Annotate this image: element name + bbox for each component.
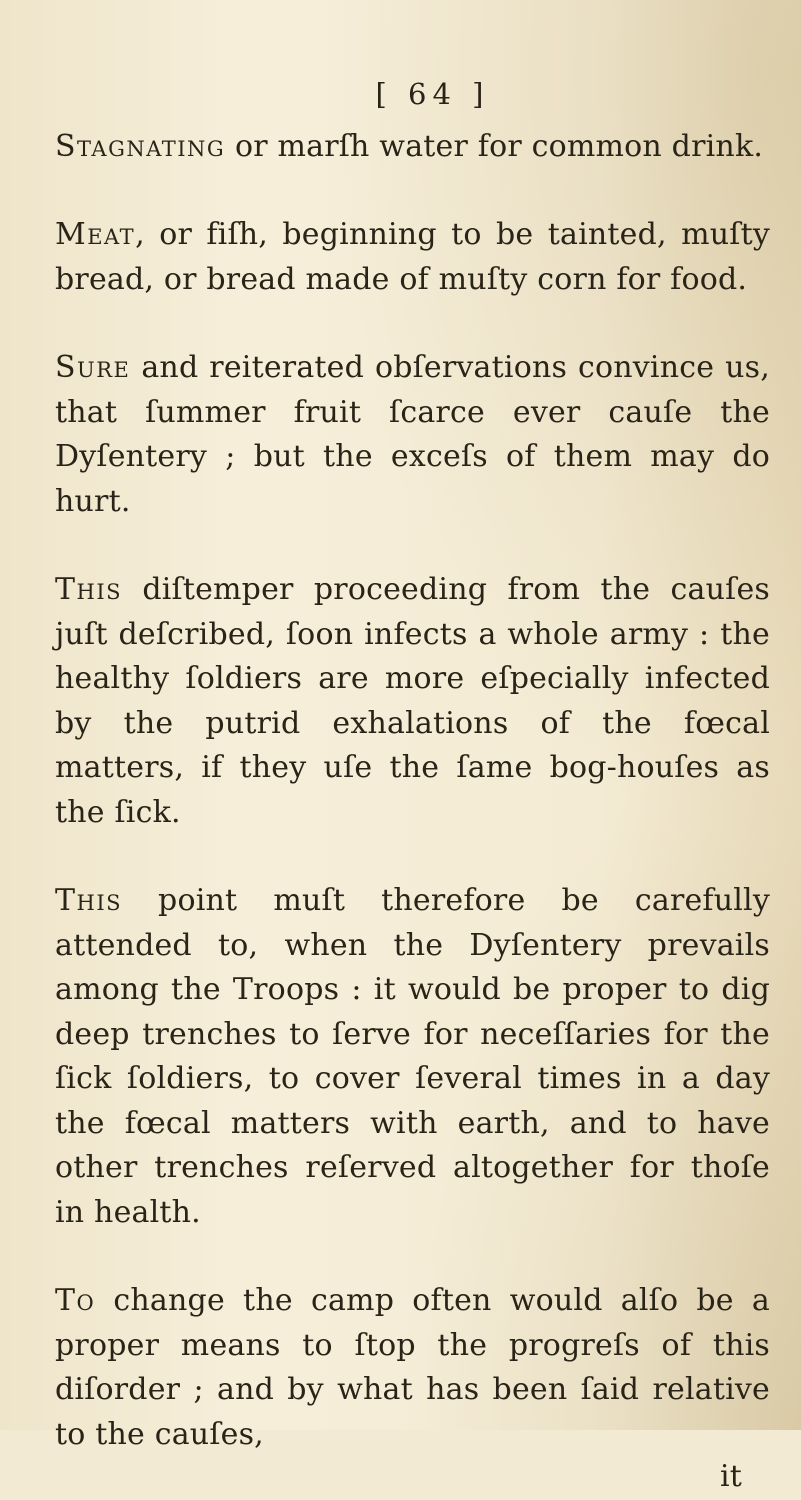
catchword: it [719, 1459, 742, 1494]
paragraph-text: point muſt therefore be carefully attended to, when the Dyſentery prevails among the Troops : it would be proper to dig deep trenches to ſerve for neceſſaries for the ſick ſoldiers, to cover ſeveral times in a day the fœcal matters with earth, and to have other trenches reſerved altogether for thoſe in health. [55, 883, 770, 1230]
paragraph-lead: This [55, 883, 123, 918]
paragraph-lead: To [55, 1283, 96, 1318]
paragraph-distemper [55, 568, 770, 835]
paragraph-text: and reiterated obſervations convince us, that ſummer fruit ſcarce ever cauſe the Dyſentery ; but the exceſs of them may do hurt. [55, 350, 770, 519]
paragraph-lead: Meat [55, 217, 136, 252]
paragraph-lead: This [55, 572, 123, 607]
paragraph-text: , or fiſh, beginning to be tainted, muſty bread, or bread made of muſty corn for food. [55, 217, 770, 297]
paragraph-lead: Stagnating [55, 128, 226, 164]
paragraph-trenches [55, 879, 770, 1235]
paragraph-text: or marſh water for common drink. [225, 128, 764, 164]
paragraph-observations [55, 346, 770, 524]
paragraph-text: change the camp often would alſo be a proper means to ſtop the progreſs of this diſorder ; and by what has been ſaid relative to the cauſes, [55, 1283, 770, 1452]
paragraph-change-camp [55, 1279, 770, 1457]
paragraph-stagnating-water [55, 125, 770, 170]
paragraph-text: diſtemper proceeding from the cauſes juſt deſcribed, ſoon infects a whole army : the healthy ſoldiers are more eſpecially infected by the putrid exhalations of the fœcal matters, if they uſe the ſame bog-houſes as the ſick. [55, 572, 770, 830]
page-text [55, 72, 770, 1500]
page-number: [ 64 ] [375, 77, 490, 111]
paragraph-meat-or-fish [55, 213, 770, 302]
paragraph-lead: Sure [55, 350, 131, 385]
